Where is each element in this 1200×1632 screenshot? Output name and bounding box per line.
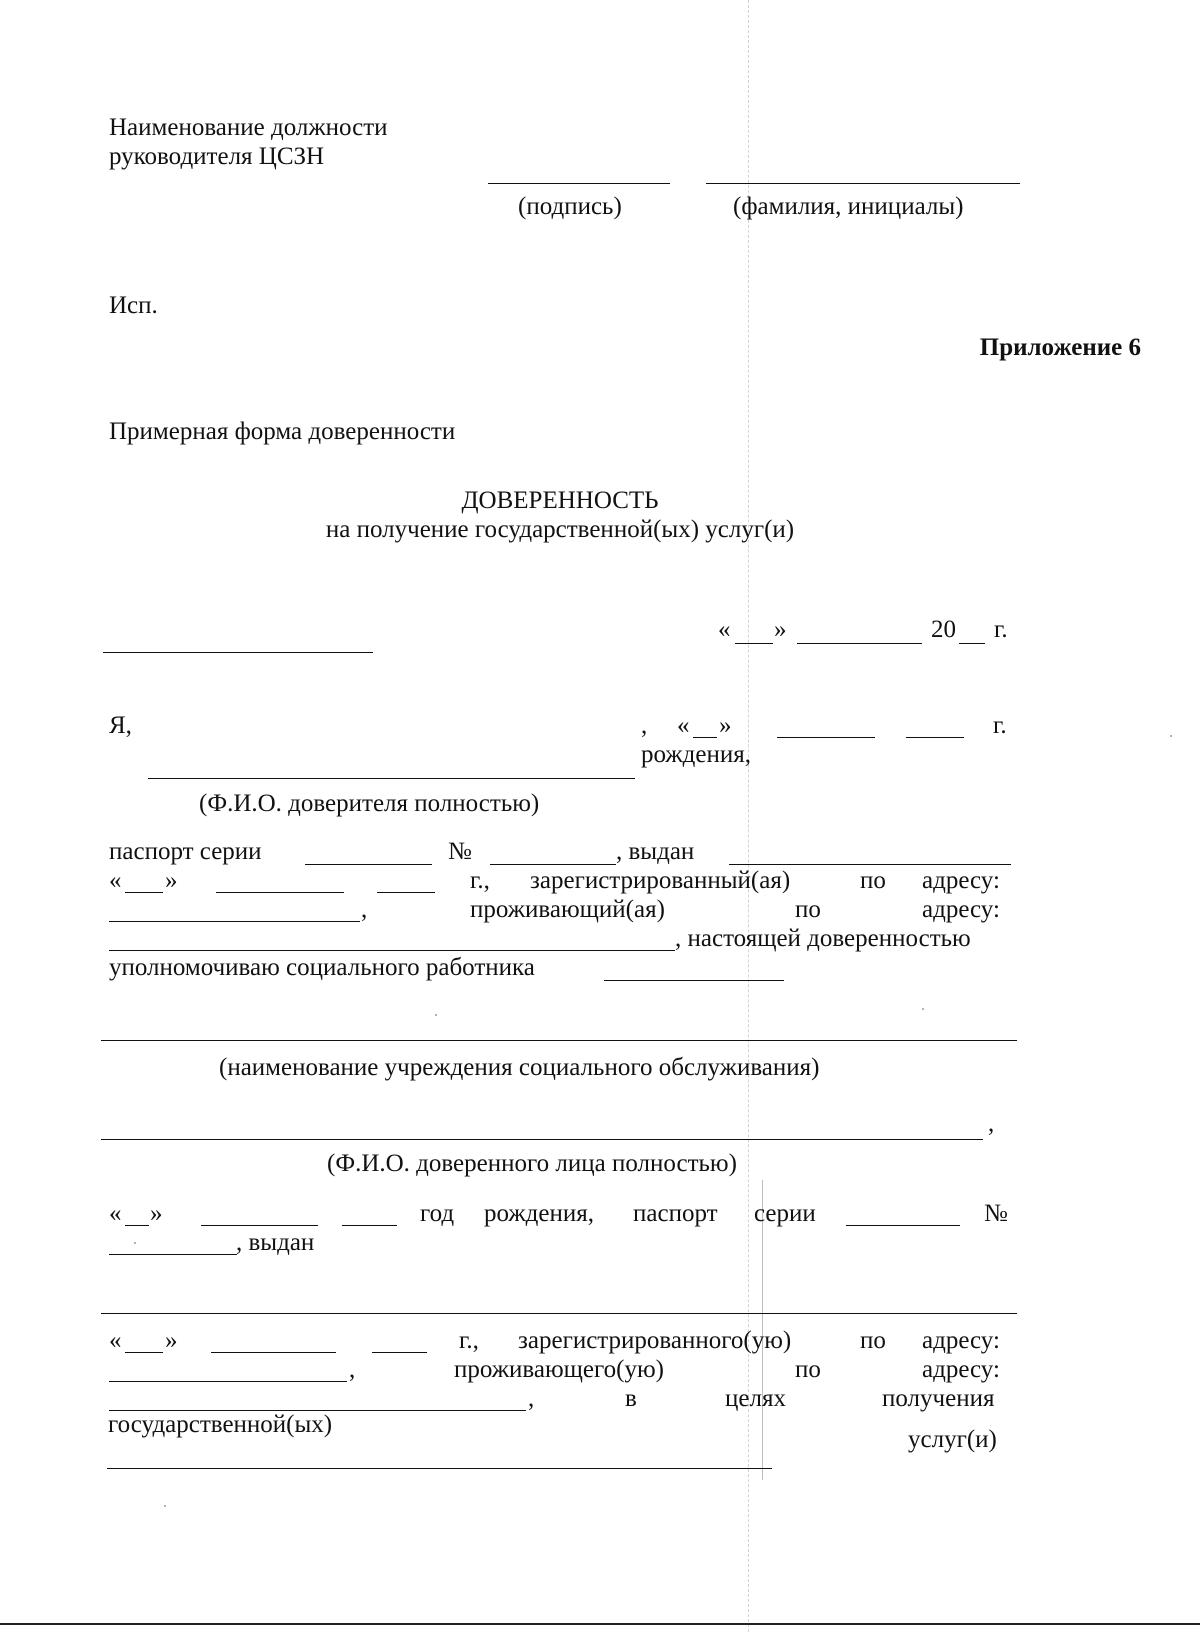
agent-series-label: серии <box>754 1200 816 1227</box>
agent-registered-address: адресу: <box>922 1327 1000 1354</box>
document-subtitle: на получение государственной(ых) услуг(и) <box>325 516 795 543</box>
agent-quote-open: « <box>109 1200 122 1227</box>
principal-day-line <box>693 737 717 738</box>
agent-year-label: год <box>420 1200 455 1227</box>
principal-quote-close: » <box>719 712 732 739</box>
registered-address-line <box>109 921 360 922</box>
agent-number-sign: № <box>984 1200 1008 1227</box>
principal-ya: Я, <box>109 712 132 739</box>
purpose-services-label: услуг(и) <box>908 1426 997 1453</box>
agent-year-line <box>342 1225 397 1226</box>
agent-issued-label: , выдан <box>236 1229 315 1256</box>
issue-g: г., <box>470 867 490 894</box>
agent-passport-label: паспорт <box>633 1200 718 1227</box>
agent-caption: (Ф.И.О. доверенного лица полностью) <box>327 1150 737 1177</box>
position-title-line1: Наименование должности <box>109 114 388 141</box>
passport-issued-label: , выдан <box>616 838 695 865</box>
agent-name-line <box>101 1139 983 1140</box>
passport-series-line <box>305 864 432 865</box>
principal-birth: рождения, <box>641 741 751 768</box>
date-quote-open: « <box>718 616 731 643</box>
date-month-line <box>797 643 922 644</box>
purpose-state-label: государственной(ых) <box>108 1411 333 1438</box>
by-this-proxy: , настоящей доверенностью <box>675 925 971 952</box>
purpose-v: в <box>625 1385 637 1412</box>
page-bottom-border <box>0 1623 1200 1625</box>
institution-line <box>101 1040 1017 1041</box>
scan-speck <box>435 1014 437 1016</box>
agent-issue-g: г., <box>459 1327 479 1354</box>
place-line <box>103 652 373 653</box>
principal-name-line <box>148 778 635 779</box>
living-label: проживающий(ая) <box>470 896 665 923</box>
issue-month-line <box>216 892 344 893</box>
social-worker-line <box>604 980 784 981</box>
agent-trailing-comma: , <box>988 1110 995 1137</box>
scan-speck <box>164 1505 166 1507</box>
scan-speck <box>1170 735 1172 737</box>
agent-living-po: по <box>795 1356 821 1383</box>
living-address: адресу: <box>922 896 1000 923</box>
date-quote-close: » <box>774 616 787 643</box>
agent-living-label: проживающего(ую) <box>454 1356 664 1383</box>
agent-number-line <box>109 1254 237 1255</box>
position-title-line2: руководителя ЦСЗН <box>109 143 325 170</box>
issue-date-quote-close: » <box>165 867 178 894</box>
agent-living-address: адресу: <box>922 1356 1000 1383</box>
living-po: по <box>795 896 821 923</box>
date-year-line <box>959 643 985 644</box>
agent-quote-close: » <box>150 1200 163 1227</box>
scan-speck <box>922 1008 924 1010</box>
registered-comma: , <box>361 896 368 923</box>
agent-birth-label: рождения, <box>484 1200 594 1227</box>
agent-issued-line <box>101 1313 1017 1314</box>
purpose-goals: целях <box>725 1385 786 1412</box>
signature-line <box>488 183 670 184</box>
passport-number-line <box>490 864 616 865</box>
agent-registered-po: по <box>860 1327 886 1354</box>
authorize-label: уполномочиваю социального работника <box>109 954 535 981</box>
form-caption: Примерная форма доверенности <box>109 418 456 445</box>
issue-day-line <box>125 892 163 893</box>
registered-label: зарегистрированный(ая) <box>530 867 791 894</box>
principal-g: г. <box>993 712 1007 739</box>
passport-issued-line <box>729 864 1011 865</box>
registered-address: адресу: <box>922 867 1000 894</box>
registered-po: по <box>860 867 886 894</box>
date-day-line <box>735 643 773 644</box>
agent-issue-day-line <box>125 1352 163 1353</box>
agent-day-line <box>125 1225 149 1226</box>
name-line <box>706 183 1020 184</box>
principal-caption: (Ф.И.О. доверителя полностью) <box>199 790 540 817</box>
agent-registered-label: зарегистрированного(ую) <box>518 1327 792 1354</box>
living-address-line <box>109 950 675 951</box>
principal-year-line <box>906 737 964 738</box>
agent-living-comma: , <box>528 1385 535 1412</box>
appendix-label: Приложение 6 <box>979 334 1141 361</box>
institution-caption: (наименование учреждения социального обслуживания) <box>219 1054 820 1081</box>
services-line <box>107 1468 772 1469</box>
agent-issue-month-line <box>211 1352 336 1353</box>
passport-series-label: паспорт серии <box>109 838 262 865</box>
agent-issue-quote-open: « <box>109 1327 122 1354</box>
purpose-receiving: получения <box>882 1385 995 1412</box>
executor-label: Исп. <box>109 292 158 319</box>
document-title: ДОВЕРЕННОСТЬ <box>461 487 659 514</box>
issue-date-quote-open: « <box>109 867 122 894</box>
agent-registered-comma: , <box>349 1356 356 1383</box>
issue-year-line <box>377 892 435 893</box>
scan-speck <box>134 1242 136 1244</box>
principal-comma: , <box>641 712 648 739</box>
date-year-suffix: г. <box>994 616 1008 643</box>
agent-registered-address-line <box>109 1381 347 1382</box>
agent-issue-quote-close: » <box>165 1327 178 1354</box>
agent-month-line <box>201 1225 318 1226</box>
agent-issue-year-line <box>372 1352 427 1353</box>
principal-quote-open: « <box>677 712 690 739</box>
name-caption: (фамилия, инициалы) <box>733 193 964 220</box>
date-year-prefix: 20 <box>931 616 956 643</box>
principal-month-line <box>777 737 875 738</box>
signature-caption: (подпись) <box>518 193 622 220</box>
passport-number-sign: № <box>448 838 472 865</box>
agent-series-line <box>846 1225 960 1226</box>
